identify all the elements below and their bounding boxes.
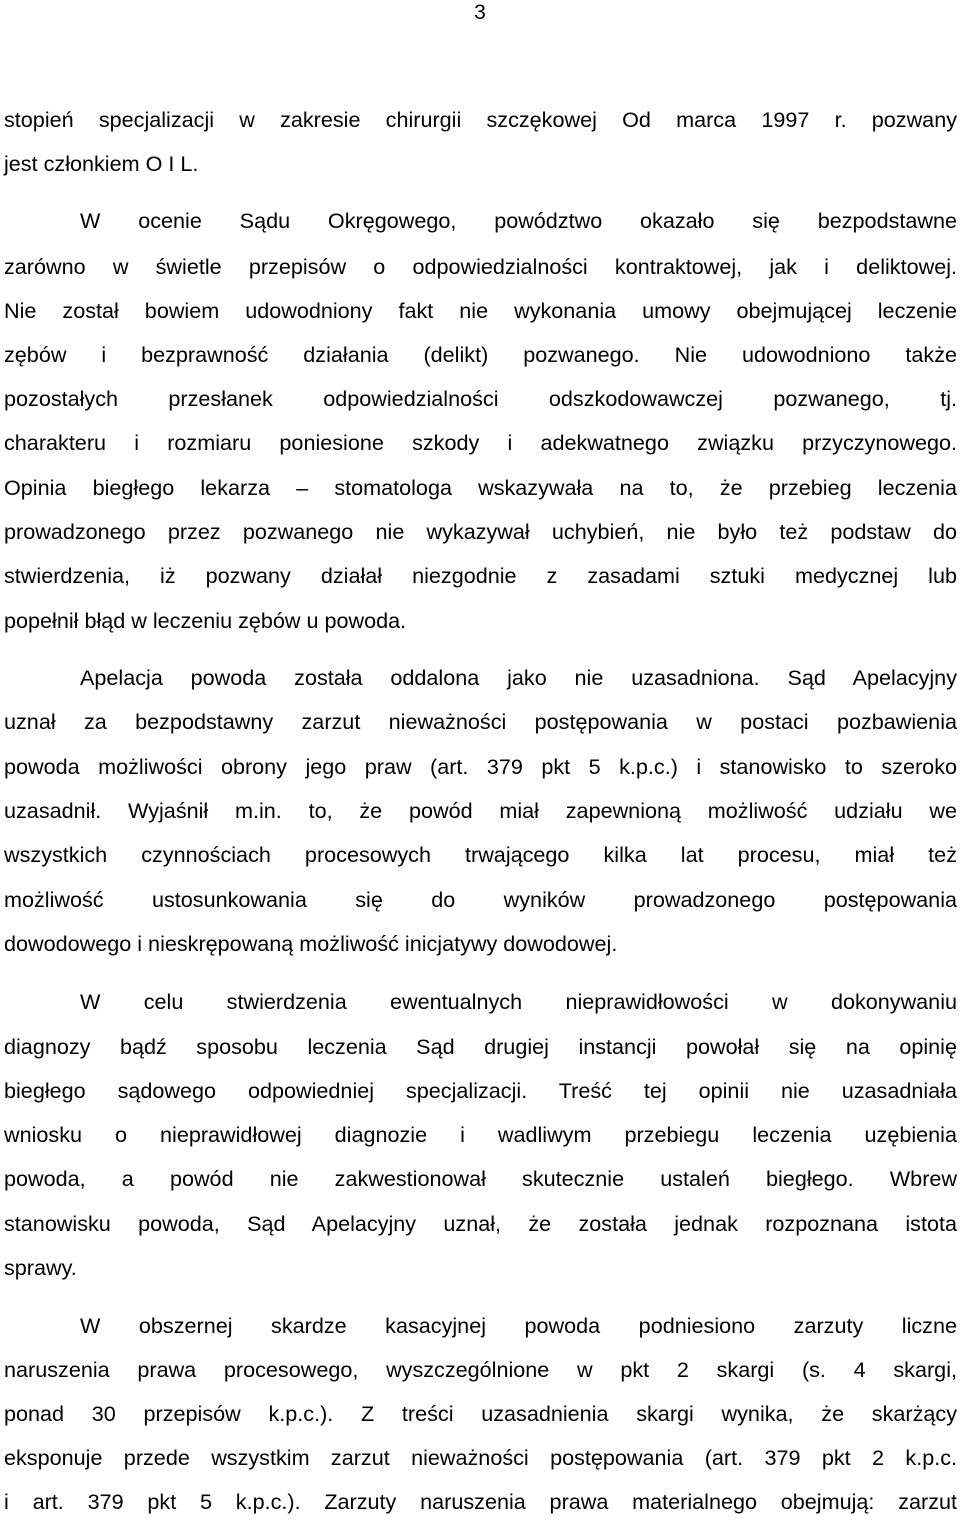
text-line: prowadzonego przez pozwanego nie wykazywał uchybień, nie było też podstaw do [4, 519, 957, 544]
text-line: wszystkich czynnościach procesowych trwającego kilka lat procesu, miał też [4, 842, 957, 867]
text-line: Opinia biegłego lekarza – stomatologa wskazywała na to, że przebieg leczenia [4, 475, 957, 500]
text-line: powoda, a powód nie zakwestionował skutecznie ustaleń biegłego. Wbrew [4, 1166, 957, 1191]
text-line: zębów i bezprawność działania (delikt) pozwanego. Nie udowodniono także [4, 342, 957, 367]
text-line: Apelacja powoda została oddalona jako nie uzasadniona. Sąd Apelacyjny [80, 665, 957, 690]
text-line: charakteru i rozmiaru poniesione szkody i adekwatnego związku przyczynowego. [4, 430, 957, 455]
text-line: popełnił błąd w leczeniu zębów u powoda. [4, 608, 407, 633]
text-line: ponad 30 przepisów k.p.c.). Z treści uzasadnienia skargi wynika, że skarżący [4, 1401, 957, 1426]
text-line: eksponuje przede wszystkim zarzut nieważności postępowania (art. 379 pkt 2 k.p.c. [4, 1445, 957, 1470]
text-line: możliwość ustosunkowania się do wyników prowadzonego postępowania [4, 887, 957, 912]
text-line: dowodowego i nieskrępowaną możliwość inicjatywy dowodowej. [4, 931, 618, 956]
text-line: pozostałych przesłanek odpowiedzialności odszkodowawczej pozwanego, tj. [4, 386, 957, 411]
text-line: W ocenie Sądu Okręgowego, powództwo okazało się bezpodstawne [80, 208, 957, 233]
text-line: W celu stwierdzenia ewentualnych nieprawidłowości w dokonywaniu [80, 989, 957, 1014]
text-line: W obszernej skardze kasacyjnej powoda podniesiono zarzuty liczne [80, 1313, 957, 1338]
text-line: i art. 379 pkt 5 k.p.c.). Zarzuty naruszenia prawa materialnego obejmują: zarzut [4, 1489, 957, 1514]
text-line: stwierdzenia, iż pozwany działał niezgodnie z zasadami sztuki medycznej lub [4, 563, 957, 588]
text-line: stanowisku powoda, Sąd Apelacyjny uznał, że została jednak rozpoznana istota [4, 1211, 957, 1236]
text-line: jest członkiem O I L. [4, 151, 199, 176]
text-line: Nie został bowiem udowodniony fakt nie wykonania umowy obejmującej leczenie [4, 298, 957, 323]
text-line: zarówno w świetle przepisów o odpowiedzialności kontraktowej, jak i deliktowej. [4, 254, 957, 279]
text-line: sprawy. [4, 1255, 77, 1280]
text-line: biegłego sądowego odpowiedniej specjalizacji. Treść tej opinii nie uzasadniała [4, 1078, 957, 1103]
page-number: 3 [474, 1, 486, 24]
text-line: wniosku o nieprawidłowej diagnozie i wadliwym przebiegu leczenia uzębienia [4, 1122, 957, 1147]
text-line: powoda możliwości obrony jego praw (art. 379 pkt 5 k.p.c.) i stanowisko to szeroko [4, 754, 957, 779]
text-line: uzasadnił. Wyjaśnił m.in. to, że powód miał zapewnioną możliwość udziału we [4, 798, 957, 823]
text-line: diagnozy bądź sposobu leczenia Sąd drugiej instancji powołał się na opinię [4, 1034, 957, 1059]
text-line: naruszenia prawa procesowego, wyszczególnione w pkt 2 skargi (s. 4 skargi, [4, 1357, 957, 1382]
text-line: uznał za bezpodstawny zarzut nieważności postępowania w postaci pozbawienia [4, 709, 957, 734]
text-line: stopień specjalizacji w zakresie chirurgii szczękowej Od marca 1997 r. pozwany [4, 107, 957, 132]
